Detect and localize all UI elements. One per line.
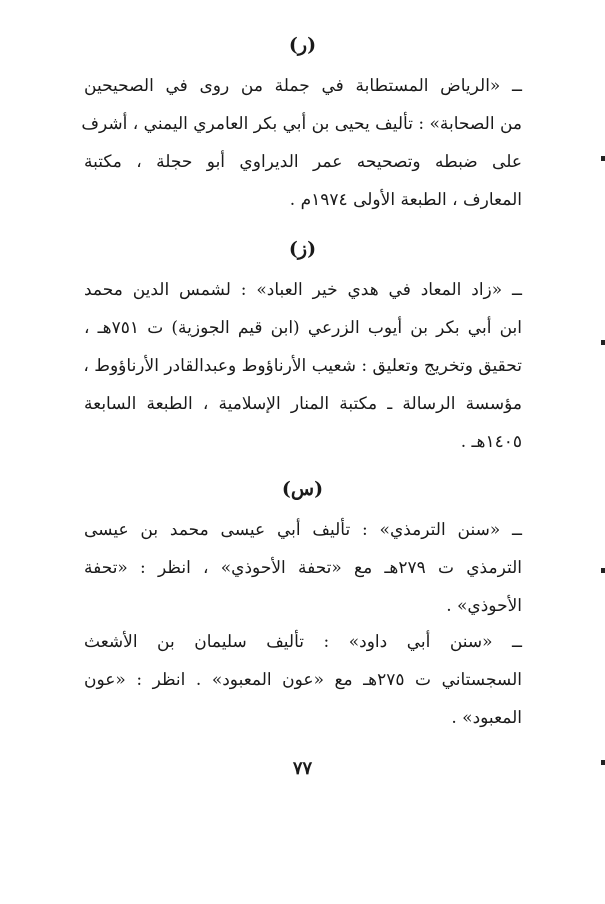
entry-line: ــ «زاد المعاد في هدي خير العباد» : لشمس الدين محمد <box>84 280 522 300</box>
entry-line: ــ «الرياض المستطابة في جملة من روى في الصحيحين <box>84 76 522 96</box>
entry-line: السجستاني ت ٢٧٥هـ مع «عون المعبود» . انظر : «عون <box>84 670 523 690</box>
entry-line: على ضبطه وتصحيحه عمر الديراوي أبو حجلة ، مكتبة <box>84 152 522 172</box>
scan-edge-mark <box>601 340 605 345</box>
scan-edge-mark <box>601 760 605 765</box>
entry-line: ١٤٠٥هـ . <box>460 432 522 452</box>
entry-line: المعبود» . <box>451 708 522 728</box>
entry-line: ــ «سنن الترمذي» : تأليف أبي عيسى محمد بن عيسى <box>84 520 522 540</box>
entry-line: الأحوذي» . <box>446 596 522 616</box>
section-heading-ra: (ر) <box>288 34 317 56</box>
entry-line: ابن أبي بكر بن أيوب الزرعي (ابن قيم الجوزية) ت ٧٥١هـ ، <box>84 318 522 338</box>
page-number: ٧٧ <box>292 758 313 779</box>
entry-line: من الصحابة» : تأليف يحيى بن أبي بكر العامري اليمني ، أشرف <box>81 114 522 134</box>
entry-line: تحقيق وتخريج وتعليق : شعيب الأرناؤوط وعبدالقادر الأرناؤوط ، <box>83 356 522 376</box>
entry-line: ــ «سنن أبي داود» : تأليف سليمان بن الأشعث <box>84 632 522 652</box>
entry-line: المعارف ، الطبعة الأولى ١٩٧٤م . <box>289 190 522 210</box>
scan-edge-mark <box>601 156 605 161</box>
section-heading-zay: (ز) <box>288 238 317 260</box>
entry-line: مؤسسة الرسالة ـ مكتبة المنار الإسلامية ، الطبعة السابعة <box>84 394 522 414</box>
entry-line: الترمذي ت ٢٧٩هـ مع «تحفة الأحوذي» ، انظر : «تحفة <box>84 558 523 578</box>
scan-edge-mark <box>601 568 605 573</box>
section-heading-sin: (س) <box>281 478 324 500</box>
